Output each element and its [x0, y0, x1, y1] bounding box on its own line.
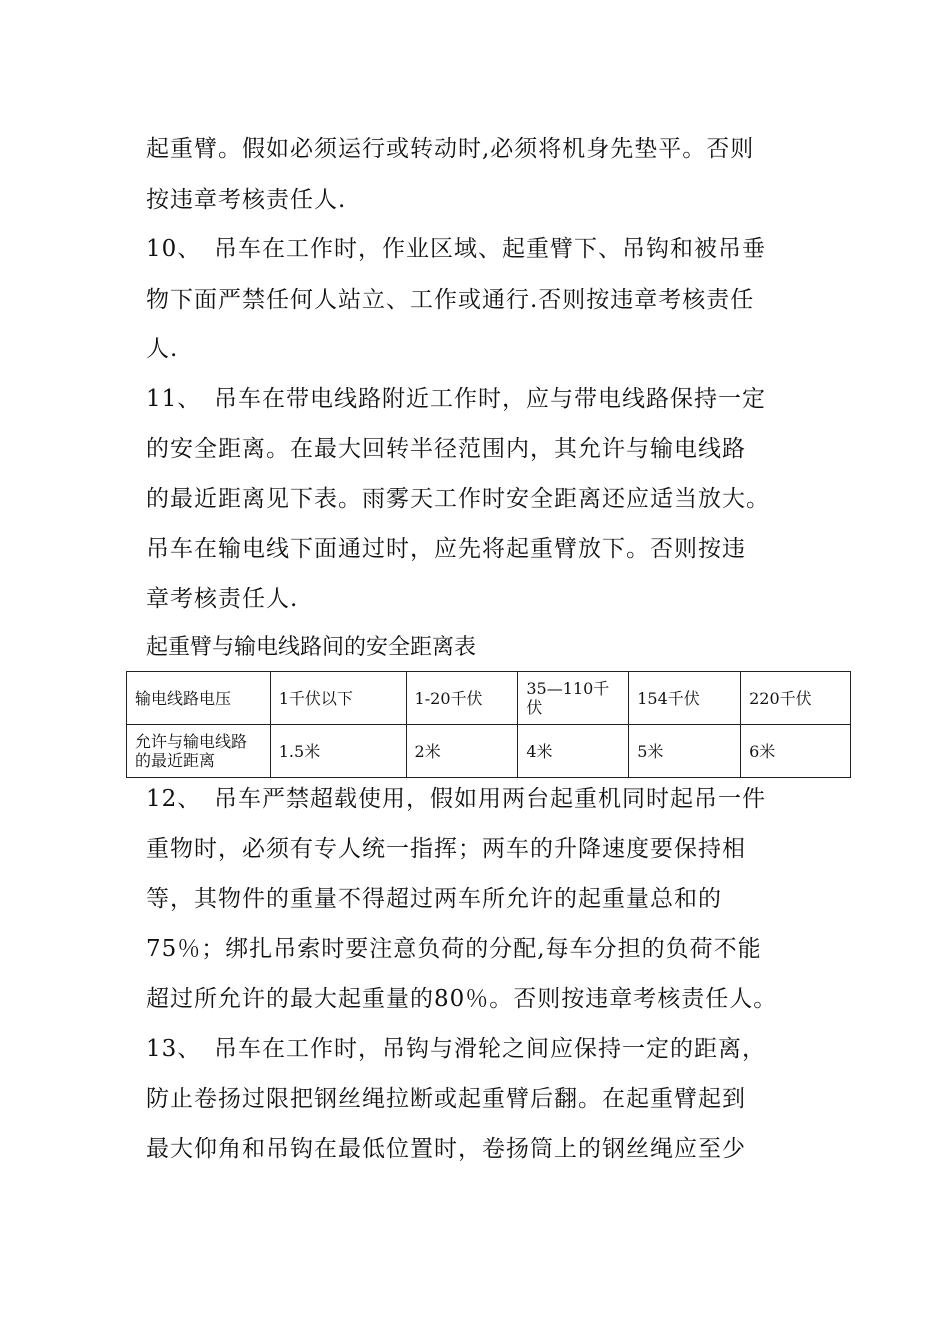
paragraph-line: 等，其物件的重量不得超过两车所允许的起重量总和的 [146, 886, 722, 912]
table-cell: 1千伏以下 [270, 672, 406, 725]
paragraph-line: 超过所允许的最大起重量的80％。否则按违章考核责任人。 [146, 986, 778, 1012]
paragraph-line: 10、 吊车在工作时，作业区域、起重臂下、吊钩和被吊垂 [146, 236, 766, 262]
table-cell: 154千伏 [629, 672, 741, 725]
item-number: 11、 [146, 386, 202, 412]
table-cell: 1.5米 [270, 725, 406, 778]
table-cell: 5米 [629, 725, 741, 778]
table-cell: 4米 [518, 725, 629, 778]
paragraph-line: 的安全距离。在最大回转半径范围内，其允许与输电线路 [146, 436, 746, 462]
paragraph-line: 11、 吊车在带电线路附近工作时，应与带电线路保持一定 [146, 386, 766, 412]
table-row [127, 725, 851, 778]
table-cell: 6米 [741, 725, 851, 778]
paragraph-line: 的最近距离见下表。雨雾天工作时安全距离还应适当放大。 [146, 486, 770, 512]
paragraph-line: 按违章考核责任人. [146, 187, 347, 213]
item-number: 10、 [146, 236, 202, 262]
table-cell: 35—110千伏 [518, 672, 629, 725]
table-cell: 220千伏 [741, 672, 851, 725]
table-cell: 1-20千伏 [406, 672, 518, 725]
table-cell: 允许与输电线路的最近距离 [127, 725, 271, 778]
table-title: 起重臂与输电线路间的安全距离表 [146, 635, 477, 660]
item-number: 13、 [146, 1036, 202, 1062]
paragraph-line: 重物时，必须有专人统一指挥；两车的升降速度要保持相 [146, 836, 746, 862]
table-cell: 2米 [406, 725, 518, 778]
paragraph-line: 人. [146, 336, 179, 362]
table-row [127, 672, 851, 725]
paragraph-line: 章考核责任人. [146, 586, 299, 612]
safety-distance-table [126, 671, 851, 778]
paragraph-line: 13、 吊车在工作时，吊钩与滑轮之间应保持一定的距离， [146, 1036, 766, 1062]
paragraph-line: 75％；绑扎吊索时要注意负荷的分配,每车分担的负荷不能 [146, 936, 762, 962]
paragraph-line: 最大仰角和吊钩在最低位置时，卷扬筒上的钢丝绳应至少 [146, 1136, 746, 1162]
item-number: 12、 [146, 786, 202, 812]
paragraph-line: 吊车在输电线下面通过时，应先将起重臂放下。否则按违 [146, 536, 746, 562]
paragraph-line: 12、 吊车严禁超载使用，假如用两台起重机同时起吊一件 [146, 786, 766, 812]
paragraph-line: 起重臂。假如必须运行或转动时,必须将机身先垫平。否则 [146, 136, 755, 162]
paragraph-line: 物下面严禁任何人站立、工作或通行.否则按违章考核责任 [146, 287, 755, 313]
table-cell: 输电线路电压 [127, 672, 271, 725]
paragraph-line: 防止卷扬过限把钢丝绳拉断或起重臂后翻。在起重臂起到 [146, 1086, 746, 1112]
